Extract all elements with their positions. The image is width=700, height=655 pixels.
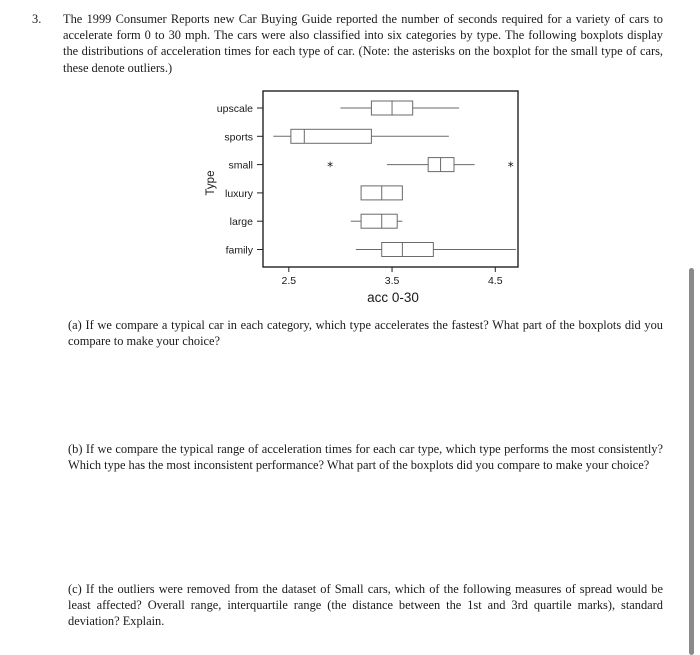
question-a-text: If we compare a typical car in each category, which type accelerates the fastest? What part of the boxplots did you compare to make your choice? [68, 318, 663, 349]
y-axis-title: Type [205, 170, 217, 196]
problem-number: 3. [32, 12, 42, 26]
x-tick-label-2.5: 2.5 [281, 275, 297, 287]
question-c-text: If the outliers were removed from the dataset of Small cars, which of the following measures of spread would be least affected? Overall range, interquartile range (the distance between the 1st and 3rd quartile marks), standard deviation? Explain. [68, 582, 663, 629]
y-tick-label-family: family [225, 244, 253, 257]
question-a-label: (a) [68, 318, 82, 332]
question-c [68, 581, 663, 630]
y-tick-label-upscale: upscale [216, 103, 253, 115]
box-large [361, 214, 397, 228]
x-tick-label-4.5: 4.5 [487, 275, 503, 287]
question-b-label: (b) [68, 442, 83, 456]
question-a [68, 317, 663, 349]
boxplot-svg [195, 88, 530, 308]
y-tick-label-small: small [228, 159, 253, 172]
question-c-label: (c) [68, 582, 82, 596]
question-b-text: If we compare the typical range of acceleration times for each car type, which type performs the most consistently? Which type has the most inconsistent performance? What part of the boxplots did you compare to make your choice? [68, 442, 663, 473]
box-small [428, 158, 454, 172]
outlier-small-0: * [327, 159, 334, 174]
problem-statement: The 1999 Consumer Reports new Car Buying Guide reported the number of seconds required for a variety of cars to accelerate form 0 to 30 mph. The cars were also classified into six categories by type. The following boxplots display the distributions of acceleration times for each type of car. (Note: the asterisks on the boxplot for the small type of cars, these denote outliers.) [63, 12, 663, 75]
box-family [382, 243, 434, 257]
outlier-small-1: * [507, 159, 514, 174]
y-tick-label-luxury: luxury [224, 187, 253, 200]
box-sports [291, 129, 372, 143]
y-tick-label-large: large [229, 216, 253, 229]
vertical-scrollbar[interactable] [689, 268, 694, 655]
x-axis-title: acc 0-30 [367, 290, 419, 305]
boxplot-chart [195, 88, 530, 308]
x-tick-label-3.5: 3.5 [384, 275, 400, 287]
plot-frame [263, 91, 518, 267]
question-b [68, 441, 663, 473]
y-tick-label-sports: sports [224, 131, 253, 144]
